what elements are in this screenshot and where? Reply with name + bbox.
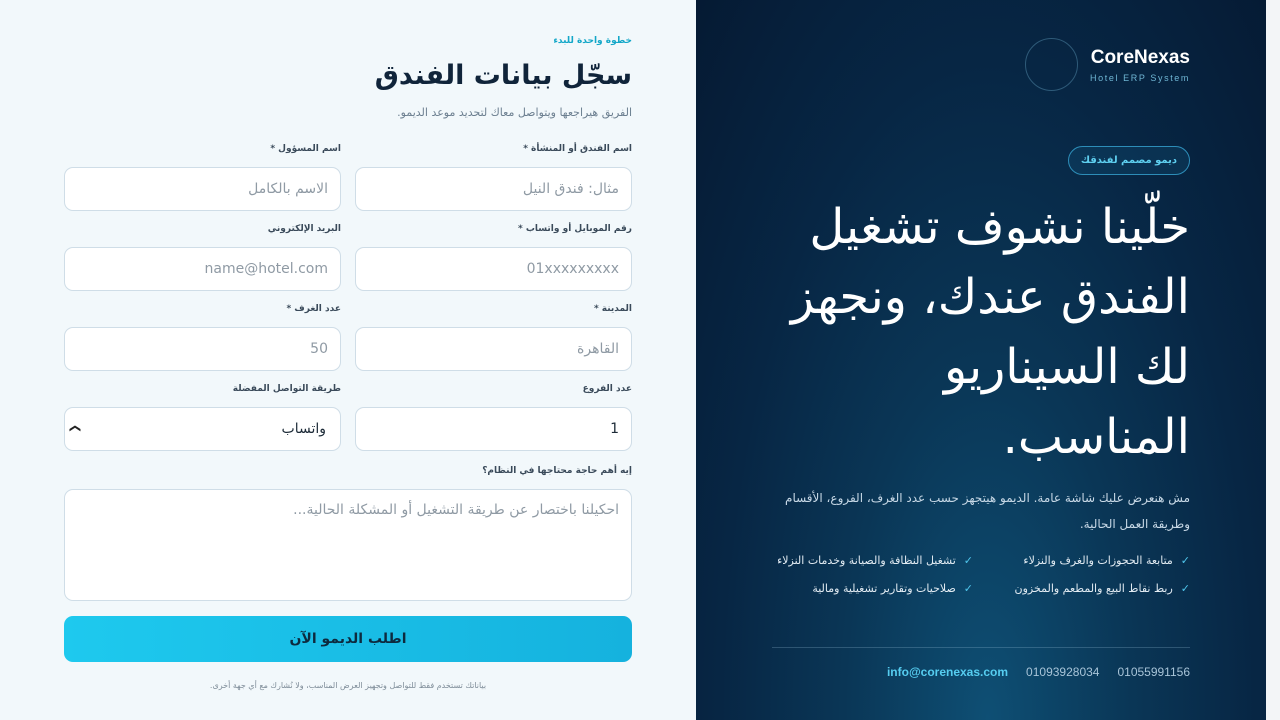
contact-name-group — [64, 144, 341, 211]
branches-label: عدد الفروع — [582, 384, 632, 394]
brand — [1025, 38, 1190, 91]
contact-bar — [887, 665, 1190, 679]
form-title: سجّل بيانات الفندق — [374, 60, 632, 91]
brand-name: CoreNexas — [1090, 46, 1190, 68]
needs-group — [64, 466, 632, 605]
feature-list — [770, 554, 1190, 595]
phone-input[interactable] — [355, 247, 632, 291]
hotel-name-input[interactable] — [355, 167, 632, 211]
phone-group — [355, 224, 632, 291]
city-group — [355, 304, 632, 371]
email-label: البريد الإلكتروني — [267, 224, 341, 234]
email-input[interactable] — [64, 247, 341, 291]
contact-method-label: طريقة التواصل المفضلة — [232, 384, 341, 394]
city-input[interactable] — [355, 327, 632, 371]
feature-item — [770, 554, 973, 567]
demo-badge: ديمو مصمم لفندقك — [1068, 146, 1190, 175]
feature-label: تشغيل النظافة والصيانة وخدمات النزلاء — [777, 554, 956, 567]
city-label: المدينة * — [593, 304, 632, 314]
privacy-note: بياناتك تستخدم فقط للتواصل وتجهيز العرض المناسب، ولا نُشارك مع أي جهة أخرى. — [209, 681, 487, 690]
scrollbar[interactable] — [1266, 0, 1280, 720]
check-icon: ✓ — [1180, 554, 1190, 567]
hero-divider — [772, 647, 1190, 648]
check-icon: ✓ — [963, 554, 973, 567]
contact-method-value: واتساب — [281, 421, 326, 437]
chevron-down-icon: ❯ — [69, 423, 83, 434]
rooms-group — [64, 304, 341, 371]
step-label: خطوة واحدة للبدء — [553, 36, 632, 46]
brand-text — [1090, 47, 1190, 83]
contact-method-group — [64, 384, 341, 451]
email-link[interactable]: info@corenexas.com — [886, 665, 1009, 679]
contact-method-select[interactable] — [64, 407, 341, 451]
hero-headline: خلّينا نشوف تشغيل الفندق عندك، ونجهز لك السيناريو المناسب. — [790, 199, 1190, 465]
needs-label: إيه أهم حاجة محتاجها في النظام؟ — [482, 466, 632, 476]
feature-item — [987, 554, 1190, 567]
phone-label: رقم الموبايل أو واتساب * — [517, 224, 632, 234]
logo-circle-icon — [1025, 38, 1078, 91]
needs-textarea[interactable] — [64, 489, 632, 601]
rooms-label: عدد الغرف * — [286, 304, 341, 314]
phone-link-2[interactable]: 01093928034 — [1026, 665, 1100, 679]
check-icon: ✓ — [963, 582, 973, 595]
branches-group — [355, 384, 632, 451]
rooms-input[interactable] — [64, 327, 341, 371]
feature-label: صلاحيات وتقارير تشغيلية ومالية — [812, 582, 956, 595]
contact-name-label: اسم المسؤول * — [270, 144, 341, 154]
feature-item — [987, 582, 1190, 595]
check-icon: ✓ — [1180, 582, 1190, 595]
branches-input[interactable] — [355, 407, 632, 451]
form-subtitle: الفريق هيراجعها ويتواصل معاك لتحديد موعد الديمو. — [397, 106, 632, 119]
contact-name-input[interactable] — [64, 167, 341, 211]
hero-description: مش هنعرض عليك شاشة عامة. الديمو هيتجهز حسب عدد الغرف، الفروع، الأقسام وطريقة العمل الحالية. — [785, 491, 1190, 531]
hero-panel — [696, 0, 1280, 720]
submit-button[interactable]: اطلب الديمو الآن — [64, 616, 632, 662]
hotel-name-label: اسم الفندق أو المنشأة * — [523, 144, 632, 154]
feature-label: متابعة الحجوزات والغرف والنزلاء — [1023, 554, 1173, 567]
brand-tagline: Hotel ERP System — [1090, 72, 1190, 83]
feature-label: ربط نقاط البيع والمطعم والمخزون — [1014, 582, 1173, 595]
phone-link-1[interactable]: 01055991156 — [1117, 665, 1190, 679]
feature-item — [770, 582, 973, 595]
email-group — [64, 224, 341, 291]
hotel-name-group — [355, 144, 632, 211]
